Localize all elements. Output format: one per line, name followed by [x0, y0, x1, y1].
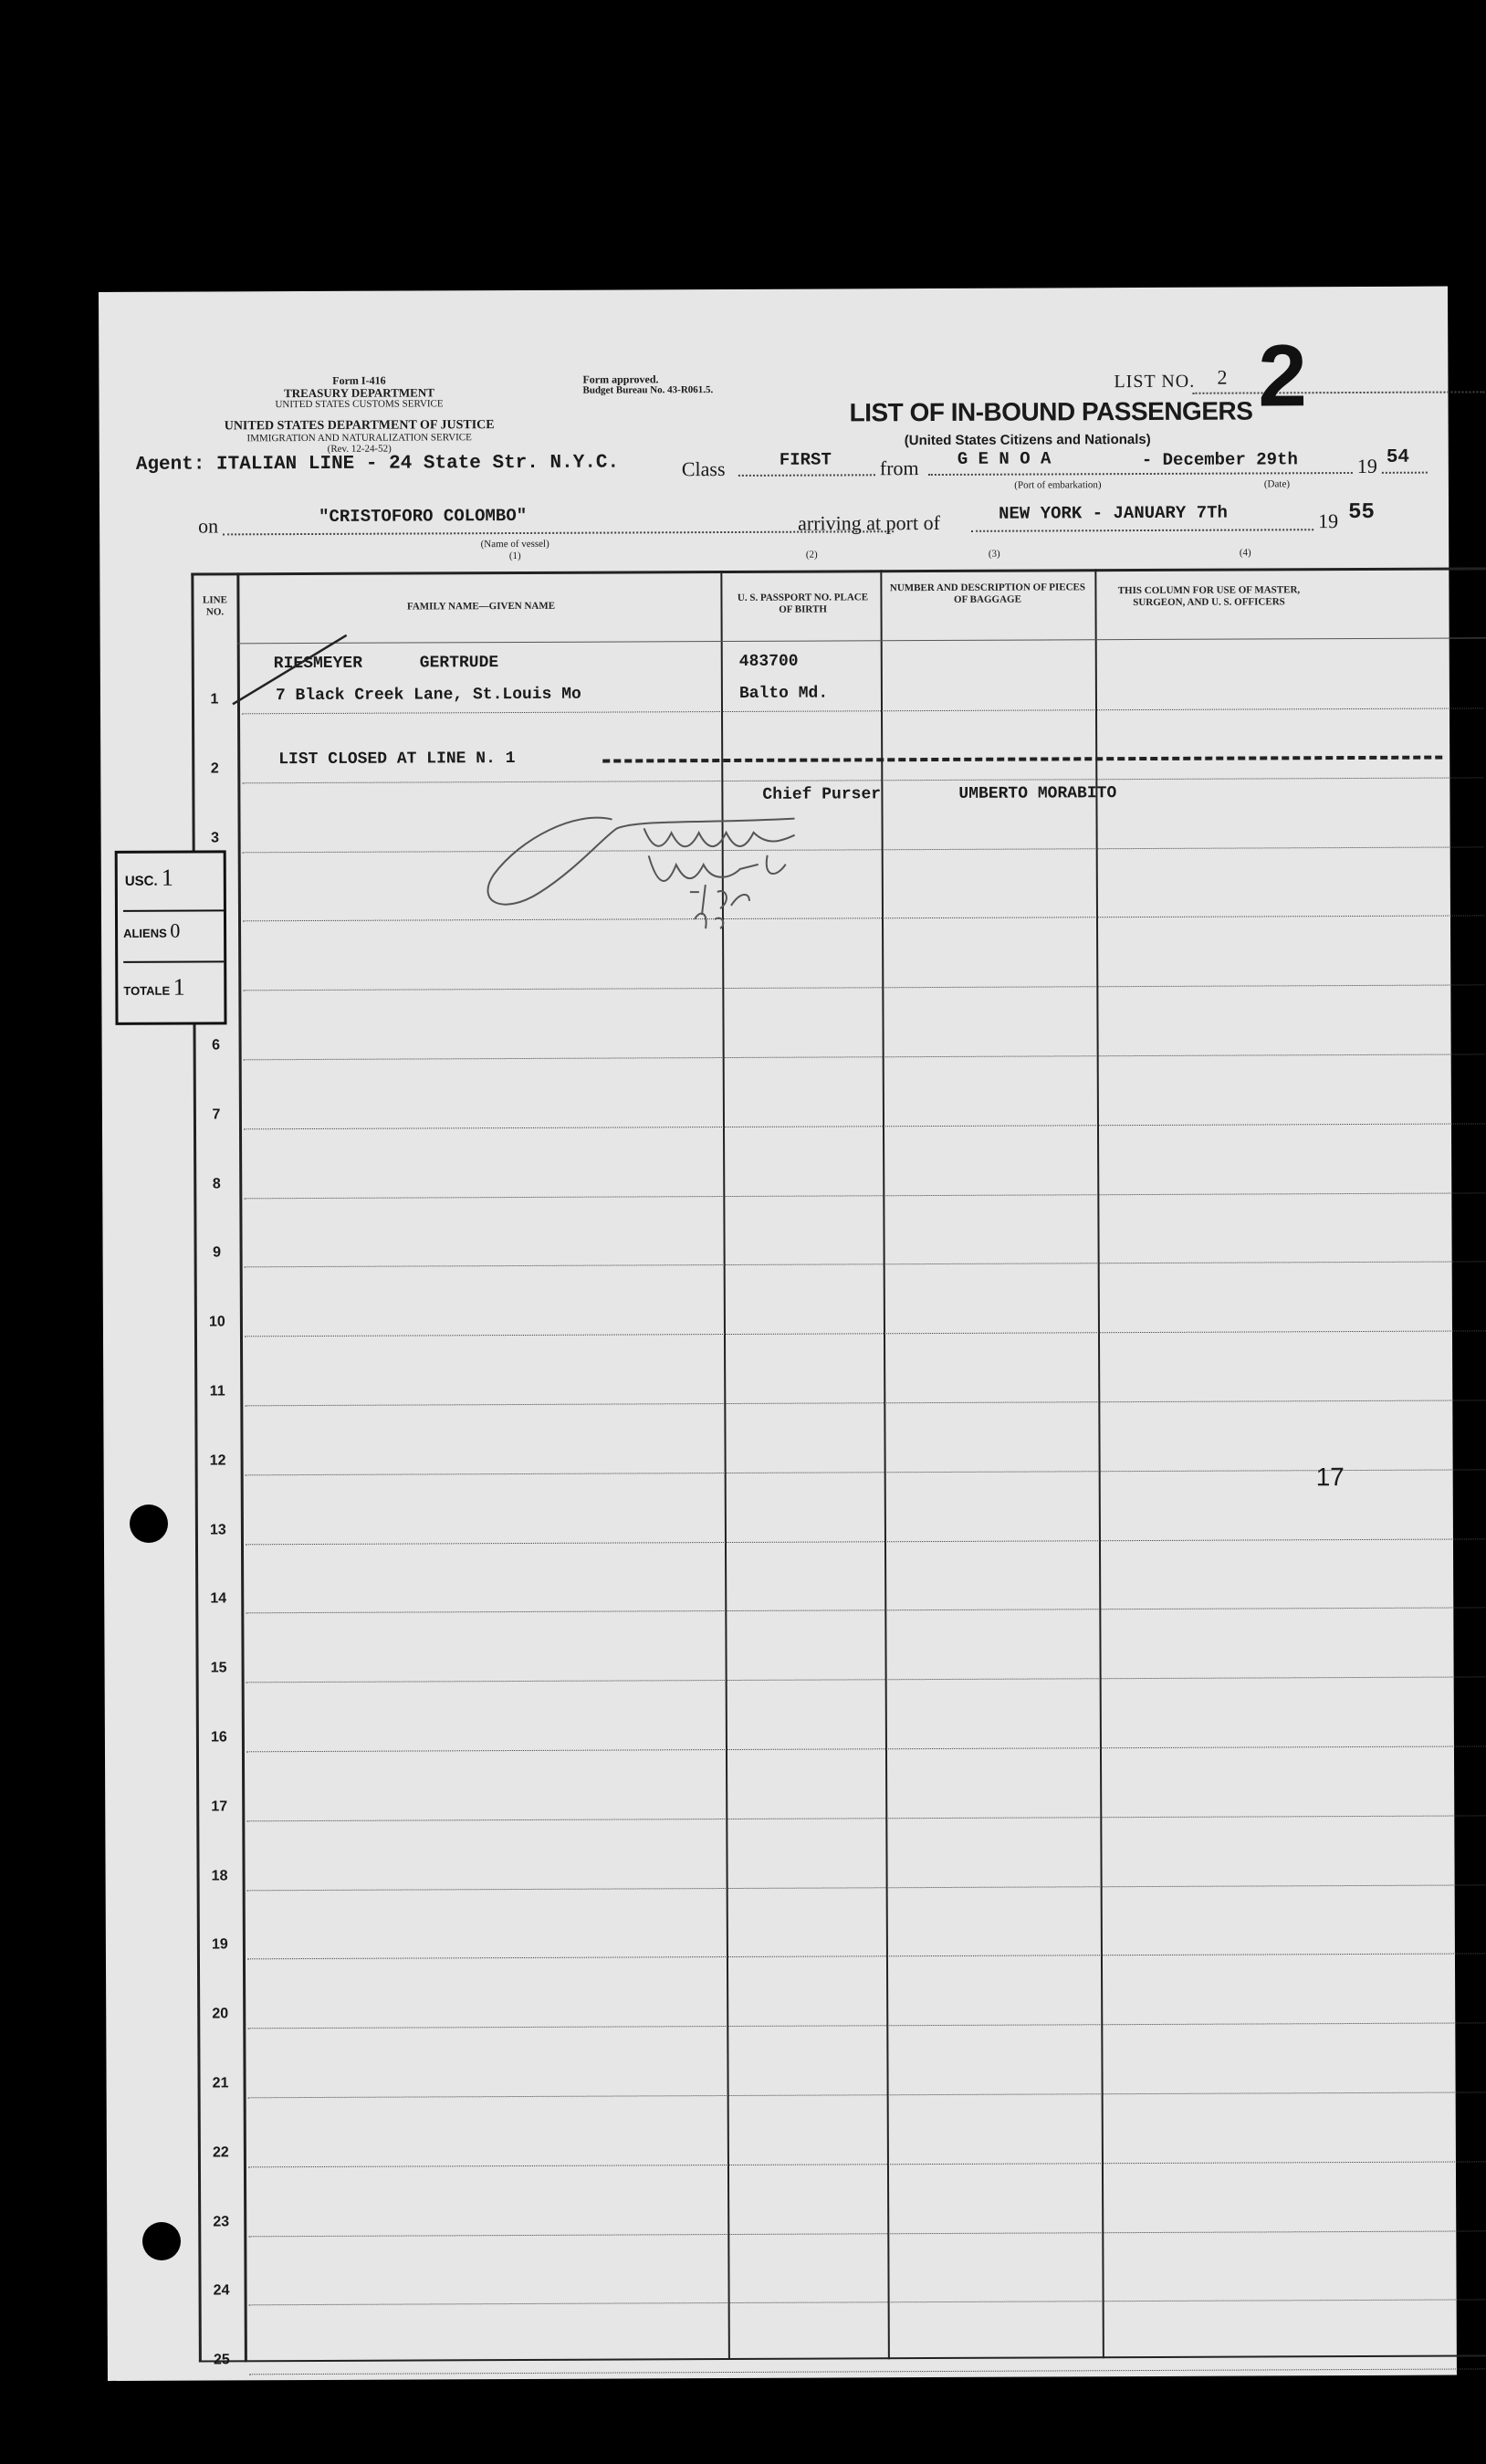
line-number: 24 — [213, 2282, 230, 2299]
line-number: 10 — [208, 1314, 225, 1330]
form-revision: (Rev. 12-24-52) — [327, 443, 392, 455]
doj-heading: UNITED STATES DEPARTMENT OF JUSTICE — [224, 418, 495, 434]
total-label: TOTALE — [123, 983, 171, 998]
passport-number: 483700 — [738, 652, 799, 671]
line-number: 3 — [211, 830, 220, 846]
form-number: Form I-416 — [332, 373, 386, 387]
punch-hole-lower — [142, 2222, 181, 2260]
arriving-label: arriving at port of — [798, 510, 940, 535]
line-number: 18 — [211, 1867, 228, 1884]
line-number: 19 — [211, 1936, 228, 1953]
address: 7 Black Creek Lane, St.Louis Mo — [275, 685, 581, 706]
class-value: FIRST — [779, 449, 832, 470]
line-number: 2 — [210, 760, 219, 777]
budget-bureau: Budget Bureau No. 43-R061.5. — [582, 384, 714, 396]
given-name: GERTRUDE — [419, 654, 499, 673]
row-rule — [245, 1262, 1486, 1268]
line-number: 16 — [210, 1729, 227, 1746]
family-name: RIESMEYER — [273, 654, 363, 674]
line-number: 13 — [209, 1521, 226, 1538]
row-rule — [244, 1054, 1485, 1060]
line-number: 7 — [212, 1106, 221, 1123]
row-rule — [246, 1746, 1486, 1752]
col2-caption: (2) — [805, 549, 818, 561]
row-rule — [245, 1331, 1486, 1337]
line-number: 12 — [209, 1452, 226, 1469]
line-number: 6 — [212, 1037, 221, 1054]
row-rule — [246, 1538, 1486, 1545]
closing-dash-line — [602, 756, 1442, 763]
manifest-title: LIST OF IN-BOUND PASSENGERS — [849, 396, 1253, 427]
line-number: 15 — [210, 1660, 227, 1676]
manifest-subtitle: (United States Citizens and Nationals) — [904, 431, 1151, 449]
treasury-dept: TREASURY DEPARTMENT — [284, 385, 434, 401]
header-name: FAMILY NAME—GIVEN NAME — [406, 600, 556, 613]
row-rule — [246, 1608, 1486, 1614]
line-number: 8 — [212, 1176, 221, 1192]
line-number: 21 — [212, 2075, 229, 2092]
header-line-no: LINE NO. — [202, 594, 227, 618]
customs-service: UNITED STATES CUSTOMS SERVICE — [275, 398, 444, 411]
row-rule — [248, 2092, 1486, 2098]
list-closed-note: LIST CLOSED AT LINE N. 1 — [278, 750, 516, 770]
line-number: 22 — [212, 2144, 229, 2161]
purser-label: Chief Purser — [762, 785, 882, 804]
aliens-value: 0 — [170, 918, 181, 942]
row-rule — [247, 1884, 1486, 1891]
margin-note: 17 — [1315, 1463, 1345, 1492]
line-number: 14 — [210, 1590, 227, 1607]
vessel-name: "CRISTOFORO COLOMBO" — [319, 505, 528, 527]
arrival-port-date: NEW YORK - JANUARY 7Th — [999, 502, 1228, 524]
line-number: 1 — [210, 691, 219, 708]
birthplace: Balto Md. — [738, 684, 829, 703]
row-rule — [248, 2161, 1486, 2167]
usc-label: USC. — [124, 873, 158, 889]
arrival-year-prefix: 19 — [1318, 509, 1339, 533]
aliens-label: ALIENS — [123, 926, 167, 940]
row-rule — [245, 1400, 1486, 1406]
form-approved: Form approved. — [582, 372, 659, 386]
row-rule — [246, 1469, 1486, 1475]
line-number: 20 — [212, 2006, 229, 2022]
line-number: 25 — [213, 2352, 230, 2368]
date-caption: (Date) — [1263, 478, 1291, 490]
total-value: 1 — [173, 973, 185, 1001]
embark-year: 54 — [1386, 446, 1410, 468]
agent-line: Agent: ITALIAN LINE - 24 State Str. N.Y.C. — [135, 452, 620, 476]
from-label: from — [879, 456, 919, 480]
line-number: 11 — [209, 1383, 225, 1400]
count-stamp — [115, 850, 227, 1025]
inspector-signature — [466, 800, 895, 938]
row-rule — [243, 985, 1484, 991]
vessel-caption: (Name of vessel) — [480, 538, 549, 550]
row-rule — [246, 1815, 1486, 1821]
manifest-sheet — [99, 287, 1457, 2381]
row-rule — [244, 1192, 1485, 1199]
list-no-stamp: 2 — [1258, 327, 1308, 425]
row-rule — [247, 1954, 1486, 1960]
year-prefix: 19 — [1356, 454, 1377, 477]
row-rule — [242, 777, 1483, 783]
col3-caption: (3) — [988, 548, 1000, 560]
row-rule — [248, 2230, 1486, 2237]
col4-caption: (4) — [1239, 547, 1251, 559]
on-label: on — [198, 514, 219, 538]
list-no-label: LIST NO. — [1114, 371, 1196, 393]
row-rule — [242, 708, 1483, 714]
line-number: 9 — [213, 1244, 222, 1261]
arrival-year: 55 — [1348, 499, 1375, 526]
check-mark — [228, 631, 356, 714]
usc-value: 1 — [161, 864, 173, 891]
row-rule — [249, 2369, 1486, 2375]
row-rule — [249, 2300, 1486, 2306]
embark-port: G E N O A — [957, 448, 1052, 469]
embark-date: - December 29th — [1141, 449, 1298, 471]
header-passport: U. S. PASSPORT NO. PLACE OF BIRTH — [737, 592, 869, 615]
line-number: 23 — [213, 2213, 230, 2230]
header-baggage: NUMBER AND DESCRIPTION OF PIECES OF BAGGAGE — [889, 582, 1086, 605]
row-rule — [247, 2023, 1486, 2029]
header-officers: THIS COLUMN FOR USE OF MASTER, SURGEON, AND U. S. OFFICERS — [1117, 584, 1301, 609]
port-caption: (Port of embarkation) — [1014, 479, 1102, 491]
class-label: Class — [681, 457, 726, 481]
col1-caption: (1) — [508, 550, 521, 562]
row-rule — [246, 1677, 1486, 1683]
ins-heading: IMMIGRATION AND NATURALIZATION SERVICE — [246, 432, 472, 445]
line-number: 17 — [211, 1798, 228, 1815]
purser-name: UMBERTO MORABITO — [958, 784, 1117, 803]
punch-hole-upper — [130, 1505, 168, 1543]
row-rule — [244, 1123, 1485, 1129]
list-no-typed: 2 — [1217, 365, 1228, 389]
